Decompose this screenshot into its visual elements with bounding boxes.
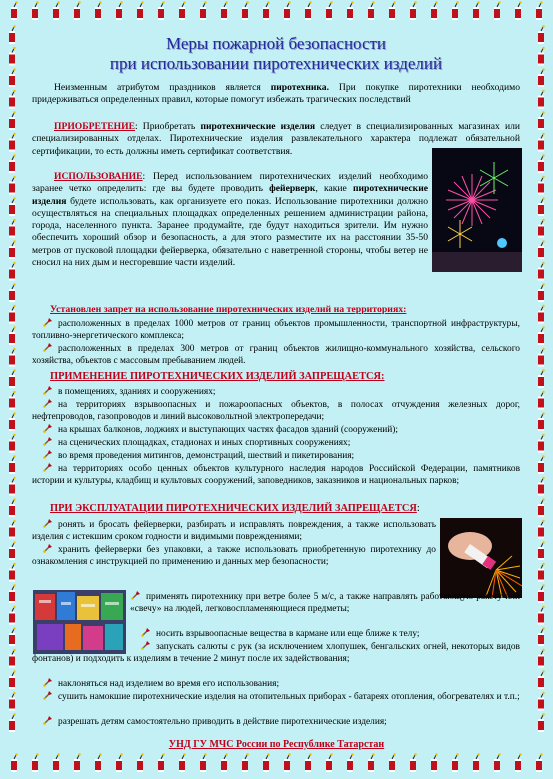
firecracker-icon [538,90,545,109]
firecracker-icon [200,753,207,772]
rocket-bullet-icon [42,715,53,726]
firecracker-icon [179,753,186,772]
firecracker-icon [158,1,165,20]
list-item [32,518,436,543]
list-item-text: наклоняться над изделием во время его использования; [58,679,280,689]
firecracker-icon [538,197,545,216]
firecracker-icon [538,348,545,367]
firecracker-icon [137,753,144,772]
rocket-bullet-icon [42,462,53,473]
list-item-text: разрешать детям самостоятельно приводить в действие пиротехнические изделия; [58,717,387,727]
firecracker-icon [9,563,16,582]
firecracker-icon [9,541,16,560]
firecracker-icon [9,219,16,238]
firecracker-icon [221,1,228,20]
firecracker-icon [536,753,543,772]
usage-bold-2: пиротехнические изделия [32,183,428,207]
list-item [32,398,520,423]
firecracker-icon [9,197,16,216]
list-item [32,436,520,449]
rocket-bullet-icon [130,590,141,601]
firecracker-icon [515,1,522,20]
firecracker-icon [538,176,545,195]
list-item-text: сушить намокшие пиротехнические изделия на отопительных приборах - батареях отопления, обогревателях и т.п.; [58,692,520,702]
firecracker-icon [538,219,545,238]
list-item-text: ронять и бросать фейерверки, разбирать и исправлять повреждения, а также использовать изделия с истекшим сроком годности и видимыми повреждениями; [32,520,436,542]
firecracker-icon [9,369,16,388]
firecracker-icon [536,1,543,20]
firecracker-icon [347,1,354,20]
firecracker-icon [326,753,333,772]
firecracker-icon [9,520,16,539]
list-item-text: на крышах балконов, лоджиях и выступающих частях фасадов зданий (сооружений); [58,425,399,435]
list-item-text: во время проведения митингов, демонстраций, шествий и пикетирования; [58,451,355,461]
list-item [32,715,520,728]
firecracker-icon [538,25,545,44]
list-item [32,640,520,665]
list-item [32,385,520,398]
firecracker-icon [538,434,545,453]
firecracker-icon [9,348,16,367]
firecracker-icon [538,305,545,324]
firecracker-icon [9,477,16,496]
firecracker-icon [74,753,81,772]
firecracker-icon [538,606,545,625]
title-line-2: при использовании пиротехнических изделий [109,54,443,73]
firecracker-icon [347,753,354,772]
firecracker-icon [538,133,545,152]
firecracker-icon [473,753,480,772]
firecracker-icon [389,1,396,20]
firecracker-icon [9,434,16,453]
firecracker-icon [389,753,396,772]
usage-text-3: будете использовать, как организуете его показ. Использование пиротехники должно осуществляться на специальных площадках определенных решением администрации района, города, населенного пункта. Заранее продумайте, где будут находиться зрители. Им нужно обеспечить хороший обзор и безопасность, а для этого разместите их на расстоянии 35-50 метров от пусковой площадки фейерверка, обязательно с наветренной стороны, чтобы ветер не сносил на них дым и несгоревшие части изделий. [32,195,428,269]
list-item [32,449,520,462]
firecracker-icon [538,326,545,345]
intro-text-2: При покупке пиротехники необходимо придерживаться определенных правил, которые помогут избежать трагических последствий [32,82,520,106]
firecracker-icon [538,283,545,302]
page-title [60,34,492,74]
ban-territory-heading: Установлен запрет на использование пиротехнических изделий на территориях: [50,304,407,315]
firecracker-icon [538,627,545,646]
rocket-bullet-icon [42,449,53,460]
firecracker-icon [116,753,123,772]
firecracker-icon [538,649,545,668]
firecracker-icon [9,649,16,668]
firecracker-icon [53,1,60,20]
firecracker-icon [538,498,545,517]
firecracker-icon [9,412,16,431]
ban-operation-heading-text: ПРИ ЭКСПЛУАТАЦИИ ПИРОТЕХНИЧЕСКИХ ИЗДЕЛИЙ ЗАПРЕЩАЕТСЯ [50,503,417,514]
firecracker-icon [263,1,270,20]
list-item-text: носить взрывоопасные вещества в кармане или еще ближе к телу; [156,629,420,639]
firecracker-icon [538,68,545,87]
firecracker-icon [368,1,375,20]
usage-paragraph [32,171,428,269]
firecracker-icon [538,412,545,431]
rocket-bullet-icon [42,423,53,434]
firecracker-icon [9,133,16,152]
firecracker-icon [242,1,249,20]
firecracker-icon [9,68,16,87]
footer-organization: УНД ГУ МЧС России по Республике Татарстан [168,739,385,750]
firecracker-icon [9,692,16,711]
firecracker-icon [538,520,545,539]
firecracker-icon [263,753,270,772]
list-item-text: запускать салюты с рук (за исключением хлопушек, бенгальских огней, некоторых видов фонтанов) и подходить к изделиям в течение 2 минут после их задействования; [32,642,520,664]
firecracker-icon [9,606,16,625]
firecracker-icon [9,627,16,646]
firecracker-icon [179,1,186,20]
firecracker-icon [158,753,165,772]
list-item-text: на территориях особо ценных объектов культурного наследия народов Российской Федерации, памятников истории и культуры, кладбищ и культовых сооружений, заповедников, заказников и национальных парков; [32,464,520,486]
intro-paragraph [32,82,520,107]
firecracker-icon [9,713,16,732]
firecracker-icon [538,47,545,66]
firecracker-icon [9,90,16,109]
rocket-bullet-icon [42,677,53,688]
firecracker-icon [538,391,545,410]
firecracker-icon [473,1,480,20]
firecracker-icon [538,262,545,281]
firecracker-icon [9,154,16,173]
firecracker-icon [494,753,501,772]
list-item [32,317,520,342]
firecracker-icon [9,455,16,474]
rocket-bullet-icon [42,398,53,409]
rocket-bullet-icon [42,385,53,396]
firecracker-icon [116,1,123,20]
firecracker-icon [137,1,144,20]
firecracker-icon [538,111,545,130]
firecracker-icon [538,240,545,259]
firecracker-icon [326,1,333,20]
list-item [32,423,520,436]
firecracker-icon [305,753,312,772]
firecracker-icon [9,25,16,44]
purchase-text-2: следует в специализированных магазинах или специализированных отделах. Пиротехнические изделия развлекательного характера подлежат обязательной сертификации, то есть должны иметь сертификат соответствия. [32,121,521,157]
rocket-bullet-icon [42,317,53,328]
firecracker-icon [32,753,39,772]
purchase-bold: пиротехнические изделия [200,121,316,132]
list-item [32,462,520,487]
firecracker-icon [9,262,16,281]
rocket-bullet-icon [42,342,53,353]
list-item [32,342,520,367]
usage-label: ИСПОЛЬЗОВАНИЕ [54,171,143,182]
list-item-text: в помещениях, зданиях и сооружениях; [58,387,216,397]
firecracker-icon [11,1,18,20]
firecracker-icon [284,753,291,772]
firecracker-icon [538,154,545,173]
list-item-text: на территориях взрывоопасных и пожароопасных объектов, в полосах отчуждения железных дорог, нефтепроводов, газопроводов и линий высоковольтной электропередачи; [32,400,520,422]
list-item [32,690,520,703]
firecracker-icon [9,391,16,410]
rocket-bullet-icon [42,518,53,529]
firecracker-icon [431,753,438,772]
list-item-text: расположенных в пределах 300 метров от границ объектов жилищно-коммунального хозяйства, сельского хозяйства, объектов с массовым пребыванием людей. [32,344,520,366]
firecracker-icon [9,326,16,345]
usage-text: : Перед использованием пиротехнических изделий необходимо заранее четко определить: где вы будете проводить [32,171,428,195]
firecracker-icon [538,692,545,711]
firecracker-icon [95,753,102,772]
list-item-text: применять пиротехнику при ветре более 5 м/с, а также направлять работающую ракету или «свечу» на людей, легковоспламеняющиеся предметы; [130,592,520,614]
firecracker-icon [305,1,312,20]
list-item [32,677,520,690]
firecracker-icon [410,753,417,772]
firecracker-icon [452,1,459,20]
firecracker-icon [9,111,16,130]
firecracker-icon [32,1,39,20]
firecracker-icon [200,1,207,20]
list-item-text: на сценических площадках, стадионах и иных спортивных сооружениях; [58,438,351,448]
firecracker-icon [538,713,545,732]
list-item-text: расположенных в пределах 1000 метров от границ объектов промышленности, транспортной инфраструктуры, топливно-энергетического комплекса; [32,319,520,341]
firecracker-icon [410,1,417,20]
firecracker-icon [9,305,16,324]
firecracker-icon [368,753,375,772]
firecracker-icon [515,753,522,772]
firecracker-icon [11,753,18,772]
firecracker-icon [538,477,545,496]
purchase-text: : Приобретать [134,121,201,132]
ban-operation-heading [50,503,420,514]
firecracker-icon [538,563,545,582]
firecracker-icon [95,1,102,20]
firecracker-icon [431,1,438,20]
firecracker-icon [221,753,228,772]
firecracker-icon [9,498,16,517]
rocket-bullet-icon [42,543,53,554]
intro-text: Неизменным атрибутом праздников является [54,82,271,93]
ban-places-heading: ПРИМЕНЕНИЕ ПИРОТЕХНИЧЕСКИХ ИЗДЕЛИЙ ЗАПРЕЩАЕТСЯ: [50,371,385,382]
usage-bold-1: фейерверк [269,183,316,195]
firecracker-icon [9,47,16,66]
rocket-bullet-icon [42,690,53,701]
rocket-bullet-icon [42,436,53,447]
title-line-1: Меры пожарной безопасности [165,34,387,53]
firecracker-icon [538,584,545,603]
firecracker-icon [494,1,501,20]
firecracker-icon [9,670,16,689]
firecracker-icon [74,1,81,20]
firecracker-icon [538,369,545,388]
usage-text-2: , какие [315,183,353,195]
ban-operation-colon: : [416,503,420,514]
sparkler-photo [440,518,522,598]
list-item [130,627,520,640]
rocket-bullet-icon [140,627,151,638]
firecracker-icon [538,455,545,474]
list-item-text: хранить фейерверки без упаковки, а также использовать приобретенную пиротехнику до ознакомления с инструкцией по применению и данных мер безопасности; [32,545,436,567]
firecracker-icon [452,753,459,772]
firecracker-icon [53,753,60,772]
rocket-bullet-icon [140,640,151,651]
intro-bold: пиротехника. [270,82,329,93]
firecracker-icon [284,1,291,20]
firecracker-icon [9,584,16,603]
fireworks-photo [432,148,522,272]
firecracker-icon [9,283,16,302]
list-item [130,590,520,615]
firecracker-icon [9,176,16,195]
firecracker-icon [242,753,249,772]
purchase-label: ПРИОБРЕТЕНИЕ [54,121,135,132]
list-item [32,543,436,568]
firecracker-icon [538,670,545,689]
firecracker-icon [9,240,16,259]
firecracker-icon [538,541,545,560]
